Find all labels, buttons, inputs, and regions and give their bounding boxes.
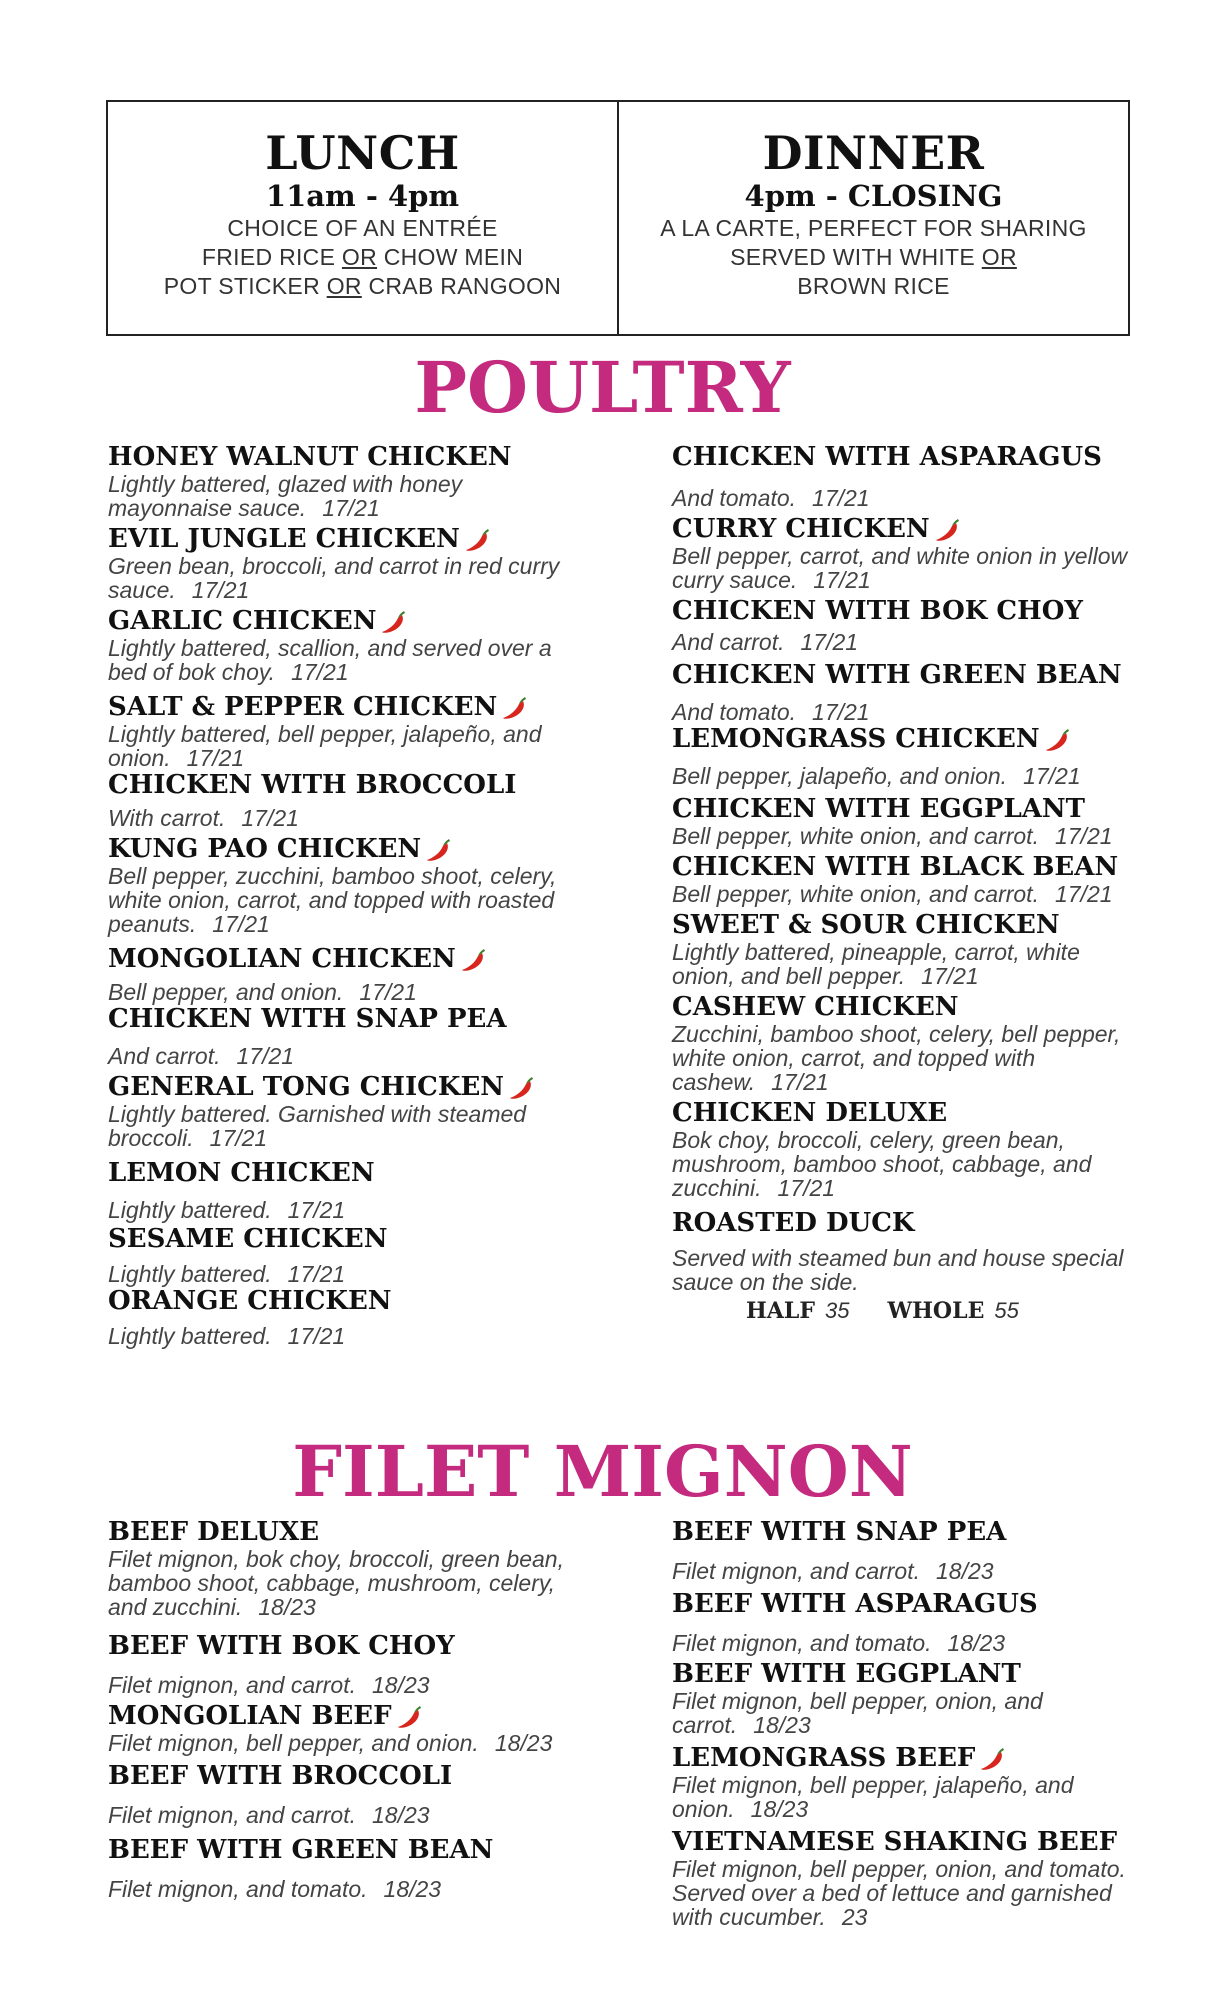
menu-item-name-text: BEEF WITH GREEN BEAN [108,1835,494,1865]
menu-item-description [108,472,578,520]
menu-item-name-text: BEEF WITH BOK CHOY [108,1631,455,1661]
menu-item-description [672,940,1142,988]
menu-item [108,524,578,602]
lunch-line-3 [108,272,617,301]
menu-item-description [108,722,578,770]
menu-item-name [108,442,578,472]
menu-item-name [672,660,1142,690]
dinner-line-2 [619,243,1128,272]
filet-right-column [672,1517,1142,1929]
menu-item-name [672,1208,1142,1238]
menu-item-name [672,724,1142,754]
menu-item-description [108,1198,578,1222]
menu-item-price: 17/21 [287,1261,346,1287]
menu-item-description-text: Lightly battered. Garnished with steamed broccoli. [108,1101,527,1151]
menu-item-price: 23 [841,1904,868,1930]
menu-item-description [672,824,1142,848]
menu-item-name-text: GARLIC CHICKEN [108,606,377,636]
menu-item-name-text: BEEF WITH EGGPLANT [672,1659,1021,1689]
menu-item-description-text: Bell pepper, jalapeño, and onion. [672,763,1008,789]
poultry-left-column [108,442,578,1348]
menu-item-description-text: Lightly battered, bell pepper, jalapeño, and onion. [108,721,542,771]
menu-item-name-text: GENERAL TONG CHICKEN [108,1072,505,1102]
menu-item-name-text: CHICKEN WITH BOK CHOY [672,596,1083,626]
menu-item-description-text: Filet mignon, bok choy, broccoli, green bean, bamboo shoot, cabbage, mushroom, celery, and zucchini. [108,1546,564,1620]
menu-item [672,992,1142,1094]
menu-item-price: 18/23 [750,1796,809,1822]
menu-item-description-text: Filet mignon, and carrot. [108,1802,357,1828]
menu-item-description-text: And tomato. [672,699,797,725]
menu-item-name [108,1004,578,1034]
menu-item-name-text: LEMON CHICKEN [108,1158,375,1188]
menu-item-name [108,524,578,554]
menu-item [108,770,578,830]
menu-item-price: 18/23 [258,1594,316,1620]
chili-pepper-icon [396,1704,424,1730]
menu-item-name-text: CHICKEN WITH GREEN BEAN [672,660,1122,690]
menu-item [108,1224,578,1286]
menu-item-description-text: Bell pepper, and onion. [108,979,344,1005]
menu-item-name [108,1286,578,1316]
menu-item-price: 17/21 [191,577,250,603]
menu-item-description-text: Bell pepper, white onion, and carrot. [672,823,1039,849]
lunch-title: LUNCH [265,126,460,180]
menu-item-description-text: Green bean, broccoli, and carrot in red curry sauce. [108,553,560,603]
lunch-line-2-or: OR [341,244,378,270]
menu-item-price: 17/21 [212,911,270,937]
lunch-line-2b: CHOW MEIN [377,244,524,270]
menu-item-description-text: Lightly battered, glazed with honey mayonnaise sauce. [108,471,463,521]
menu-item-name [108,1072,578,1102]
roasted-duck-prices [672,1298,1142,1324]
menu-item [672,852,1142,906]
menu-item-name-text: ORANGE CHICKEN [108,1286,392,1316]
menu-item [672,1208,1142,1294]
menu-item-price: 17/21 [241,805,299,831]
chili-pepper-icon [508,1075,536,1101]
menu-item-name-text: CASHEW CHICKEN [672,992,959,1022]
menu-item-description-text: Filet mignon, and tomato. [108,1876,368,1902]
duck-half-label: HALF [746,1298,815,1324]
menu-item-description-text: Zucchini, bamboo shoot, celery, bell pepper, white onion, carrot, and topped with cashew. [672,1021,1121,1095]
menu-item-name [672,442,1142,472]
duck-whole-label: WHOLE [887,1298,985,1324]
menu-item-price: 18/23 [753,1712,811,1738]
lunch-line-3-or: OR [326,273,362,299]
menu-item-description [672,1857,1142,1929]
menu-item-description [108,1803,578,1827]
menu-item-name [672,1659,1142,1689]
menu-item-description-text: Served with steamed bun and house special sauce on the side. [672,1245,1124,1295]
lunch-time: 11am - 4pm [265,179,460,213]
menu-item-description-text: Filet mignon, bell pepper, onion, and carrot. [672,1688,1043,1738]
dinner-line-3: BROWN RICE [797,273,950,299]
dinner-panel [617,102,1128,334]
lunch-line-3a: POT STICKER [163,273,327,299]
menu-item-description-text: Filet mignon, and carrot. [108,1672,357,1698]
menu-item-name [672,1517,1142,1547]
menu-item-description-text: With carrot. [108,805,226,831]
menu-item-price: 17/21 [1054,881,1113,907]
menu-item-price: 18/23 [936,1558,994,1584]
menu-item-name [108,1158,578,1188]
menu-item-name [672,852,1142,882]
menu-item [108,1517,578,1619]
menu-item-name-text: BEEF WITH SNAP PEA [672,1517,1007,1547]
menu-item-name-text: MONGOLIAN CHICKEN [108,944,456,974]
menu-item-description [672,1128,1142,1200]
menu-item-description-text: Filet mignon, bell pepper, jalapeño, and onion. [672,1772,1074,1822]
menu-item-description [108,1731,578,1755]
lunch-line-2 [108,243,617,272]
menu-item-name [108,1631,578,1661]
menu-item-description-text: And carrot. [108,1043,221,1069]
menu-item-name [672,1743,1142,1773]
menu-item-name [672,596,1142,626]
menu-item-description [108,1877,578,1901]
lunch-panel [108,102,617,334]
menu-item [108,1761,578,1827]
menu-item-description-text: Bell pepper, zucchini, bamboo shoot, celery, white onion, carrot, and topped with roasted peanuts. [108,863,557,937]
menu-item-name [108,692,578,722]
chili-pepper-icon [934,517,962,543]
dinner-time: 4pm - CLOSING [744,179,1003,213]
menu-item-description [672,630,1142,654]
menu-item-description [672,1773,1142,1821]
chili-pepper-icon [380,609,408,635]
menu-item-name [672,992,1142,1022]
menu-item [672,1827,1142,1929]
menu-item-price: 18/23 [372,1672,430,1698]
menu-item [108,442,578,520]
menu-item-price: 17/21 [287,1323,346,1349]
menu-item-name [672,1589,1142,1619]
menu-item-price: 18/23 [947,1630,1006,1656]
dinner-title: DINNER [762,126,985,180]
menu-item-price: 17/21 [236,1043,295,1069]
menu-item-name-text: BEEF WITH ASPARAGUS [672,1589,1038,1619]
menu-item-price: 17/21 [800,629,859,655]
menu-item-name [672,910,1142,940]
menu-item-price: 17/21 [359,979,417,1005]
menu-item-description [108,554,578,602]
menu-item-name-text: BEEF WITH BROCCOLI [108,1761,453,1791]
menu-item-price: 17/21 [812,699,870,725]
menu-item-description-text: Filet mignon, bell pepper, and onion. [108,1730,479,1756]
menu-item-description-text: Lightly battered, scallion, and served over a bed of bok choy. [108,635,552,685]
menu-item [672,1098,1142,1200]
menu-item [672,724,1142,788]
dinner-line-2-or: OR [981,244,1017,270]
menu-item-price: 17/21 [812,485,870,511]
chili-pepper-icon [1044,727,1072,753]
menu-item-name [108,606,578,636]
menu-item-description [672,1022,1142,1094]
menu-item [108,606,578,684]
menu-item-name-text: SESAME CHICKEN [108,1224,388,1254]
menu-item-name-text: CHICKEN WITH EGGPLANT [672,794,1086,824]
menu-item-name [672,794,1142,824]
menu-item-description-text: Filet mignon, and carrot. [672,1558,921,1584]
menu-item-description [108,1673,578,1697]
filet-left-column [108,1517,578,1901]
menu-item [108,1701,578,1755]
menu-item-description-text: Lightly battered. [108,1261,272,1287]
menu-item-description-text: Bok choy, broccoli, celery, green bean, mushroom, bamboo shoot, cabbage, and zucchini. [672,1127,1092,1201]
menu-item-description-text: Bell pepper, carrot, and white onion in yellow curry sauce. [672,543,1128,593]
duck-half-price: 35 [824,1298,850,1323]
chili-pepper-icon [979,1746,1007,1772]
chili-pepper-icon [501,695,529,721]
menu-item-description-text: Lightly battered. [108,1323,272,1349]
menu-item [108,1158,578,1222]
menu-item-description-text: Lightly battered, pineapple, carrot, white onion, and bell pepper. [672,939,1080,989]
menu-item-description [672,882,1142,906]
menu-item-name-text: SALT & PEPPER CHICKEN [108,692,498,722]
menu-item-name-text: VIETNAMESE SHAKING BEEF [672,1827,1118,1857]
menu-item [108,944,578,1004]
menu-item-description [108,1547,578,1619]
menu-item-name-text: CURRY CHICKEN [672,514,930,544]
menu-item-description [672,700,1142,724]
menu-item [672,1743,1142,1821]
menu-item-description-text: Bell pepper, white onion, and carrot. [672,881,1039,907]
menu-item-name [672,514,1142,544]
menu-item [108,692,578,770]
menu-item-price: 17/21 [777,1175,836,1201]
menu-item-description [672,764,1142,788]
menu-item-description [108,1044,578,1068]
menu-item-description [672,1559,1142,1583]
menu-item-description-text: And carrot. [672,629,785,655]
menu-item-name-text: CHICKEN WITH SNAP PEA [108,1004,507,1034]
menu-item-name [672,1098,1142,1128]
menu-item-description [672,1246,1142,1294]
menu-item-description [108,1262,578,1286]
menu-item-price: 17/21 [322,495,380,521]
dinner-line-2a: SERVED WITH WHITE [730,244,982,270]
menu-item-price: 18/23 [494,1730,553,1756]
menu-item [108,1631,578,1697]
menu-item-description-text: Filet mignon, bell pepper, onion, and tomato. Served over a bed of lettuce and garnished with cucumber. [672,1856,1126,1930]
menu-item-name-text: CHICKEN WITH BROCCOLI [108,770,517,800]
chili-pepper-icon [460,947,488,973]
menu-item-description [672,1689,1142,1737]
lunch-line-2a: FRIED RICE [201,244,342,270]
dinner-line-1: A LA CARTE, PERFECT FOR SHARING [660,215,1087,241]
menu-item [108,1004,578,1068]
poultry-title: POULTRY [414,346,791,429]
menu-item-name [108,770,578,800]
filet-mignon-title: FILET MIGNON [292,1430,913,1513]
menu-item-description [672,1631,1142,1655]
menu-item-name-text: SWEET & SOUR CHICKEN [672,910,1060,940]
menu-item [108,834,578,936]
menu-item-price: 17/21 [1054,823,1113,849]
menu-item-name-text: LEMONGRASS BEEF [672,1743,976,1773]
menu-item-description [108,1102,578,1150]
menu-item-price: 17/21 [209,1125,268,1151]
menu-item-name-text: EVIL JUNGLE CHICKEN [108,524,460,554]
menu-item-name-text: CHICKEN WITH ASPARAGUS [672,442,1102,472]
menu-item-price: 17/21 [291,659,349,685]
menu-item [672,660,1142,724]
menu-item-description [108,636,578,684]
menu-item-description [108,1324,578,1348]
menu-item-description [672,486,1142,510]
menu-item-name-text: CHICKEN DELUXE [672,1098,948,1128]
menu-item-name-text: MONGOLIAN BEEF [108,1701,392,1731]
menu-item-price: 18/23 [383,1876,442,1902]
menu-item-name [672,1827,1142,1857]
menu-item [672,1659,1142,1737]
menu-item-price: 17/21 [287,1197,346,1223]
chili-pepper-icon [464,527,492,553]
menu-item-name-text: LEMONGRASS CHICKEN [672,724,1040,754]
menu-item [672,442,1142,510]
lunch-line-1: CHOICE OF AN ENTRÉE [227,215,498,241]
menu-item-name [108,1517,578,1547]
menu-item-price: 17/21 [813,567,871,593]
menu-item [672,794,1142,848]
menu-item [108,1072,578,1150]
menu-item-name [108,834,578,864]
menu-item-description [672,544,1142,592]
menu-item [672,596,1142,654]
lunch-line-3b: CRAB RANGOON [361,273,562,299]
menu-item-name [108,1224,578,1254]
menu-item-name [108,1835,578,1865]
menu-item-description-text: And tomato. [672,485,797,511]
menu-item-name-text: HONEY WALNUT CHICKEN [108,442,512,472]
menu-item-name [108,1701,578,1731]
menu-item-name [108,944,578,974]
menu-item-price: 17/21 [186,745,245,771]
menu-item-description-text: Lightly battered. [108,1197,272,1223]
menu-item [108,1286,578,1348]
menu-item-description [108,980,578,1004]
menu-item-name-text: CHICKEN WITH BLACK BEAN [672,852,1119,882]
menu-item-name-text: ROASTED DUCK [672,1208,915,1238]
menu-item [672,514,1142,592]
menu-item [108,1835,578,1901]
menu-item [672,1589,1142,1655]
menu-item-price: 17/21 [1023,763,1081,789]
chili-pepper-icon [425,837,453,863]
hours-box [106,100,1130,336]
poultry-right-column [672,442,1142,1324]
menu-item-name [108,1761,578,1791]
menu-item-price: 18/23 [372,1802,430,1828]
menu-item-description [108,864,578,936]
menu-item-description [108,806,578,830]
menu-item-price: 17/21 [771,1069,829,1095]
menu-item-name-text: BEEF DELUXE [108,1517,320,1547]
menu-item-name-text: KUNG PAO CHICKEN [108,834,422,864]
menu-item-description-text: Filet mignon, and tomato. [672,1630,932,1656]
menu-item [672,910,1142,988]
duck-whole-price: 55 [994,1298,1019,1323]
menu-item [672,1517,1142,1583]
menu-item-price: 17/21 [921,963,979,989]
